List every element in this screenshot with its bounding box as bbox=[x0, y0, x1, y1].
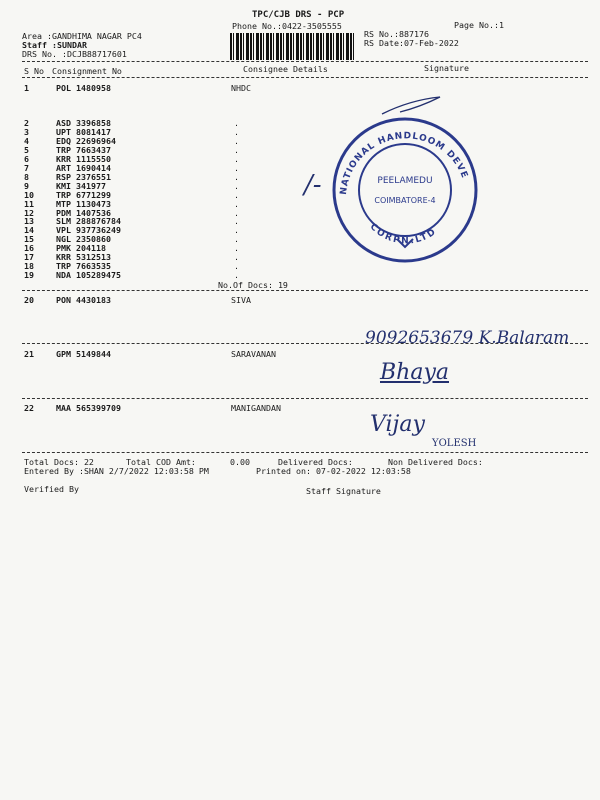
column-consignee: Consignee Details bbox=[243, 64, 328, 74]
verified-by: Verified By bbox=[24, 484, 79, 494]
row-consignment: NGL 2350860 bbox=[56, 234, 111, 245]
column-consignment: Consignment No bbox=[52, 66, 122, 76]
printed-on: Printed on: 07-02-2022 12:03:58 bbox=[256, 466, 411, 476]
entry22-signature: Vijay bbox=[370, 412, 425, 437]
row-sno: 21 bbox=[24, 349, 34, 359]
row-consignee: . bbox=[234, 207, 239, 218]
rs-date: RS Date:07-Feb-2022 bbox=[364, 38, 459, 48]
row-consignment: PMK 204118 bbox=[56, 243, 106, 254]
staff: Staff :SUNDAR bbox=[22, 40, 87, 50]
row-consignment: MTP 1130473 bbox=[56, 198, 111, 209]
row-consignee: . bbox=[234, 135, 239, 146]
row-sno: 7 bbox=[24, 162, 29, 173]
divider bbox=[22, 452, 588, 453]
row-sno: 20 bbox=[24, 295, 34, 305]
entry22-name: YOLESH bbox=[432, 438, 477, 449]
staff-signature: Staff Signature bbox=[306, 486, 381, 496]
row-sno: 11 bbox=[24, 198, 34, 209]
row-consignee: . bbox=[234, 198, 239, 209]
row-consignee: NHDC bbox=[231, 83, 251, 93]
rs-number: RS No.:887176 bbox=[364, 29, 429, 39]
row-sno: 19 bbox=[24, 270, 34, 281]
row-sno: 5 bbox=[24, 144, 29, 155]
row-sno: 10 bbox=[24, 189, 34, 200]
row-sno: 16 bbox=[24, 243, 34, 254]
row-sno: 2 bbox=[24, 118, 29, 128]
row-consignment: MAA 565399709 bbox=[56, 403, 121, 413]
row-consignee: . bbox=[234, 225, 239, 236]
row-sno: 17 bbox=[24, 252, 34, 263]
row-consignment: TRP 6771299 bbox=[56, 189, 111, 200]
company-stamp bbox=[330, 115, 480, 265]
entry21-signature: Bhaya bbox=[380, 360, 449, 385]
area: Area :GANDHIMA NAGAR PC4 bbox=[22, 31, 142, 41]
stamp-line2: COIMBATORE-4 bbox=[374, 196, 436, 205]
row-consignment: VPL 937736249 bbox=[56, 225, 121, 236]
divider bbox=[22, 398, 588, 399]
row-sno: 18 bbox=[24, 261, 34, 272]
handwritten-stroke-icon bbox=[380, 92, 460, 122]
row-consignee: . bbox=[234, 261, 239, 272]
entered-by: Entered By :SHAN 2/7/2022 12:03:58 PM bbox=[24, 466, 209, 476]
phone-number: Phone No.:0422-3505555 bbox=[232, 21, 342, 31]
row-consignee: . bbox=[234, 189, 239, 200]
row-consignment: ART 1690414 bbox=[56, 162, 111, 173]
row-consignment: GPM 5149844 bbox=[56, 349, 111, 359]
row-consignee: . bbox=[234, 162, 239, 173]
divider bbox=[22, 77, 588, 78]
row-consignee: SARAVANAN bbox=[231, 349, 276, 359]
divider bbox=[22, 61, 588, 62]
row-sno: 3 bbox=[24, 126, 29, 137]
row-consignment: EDQ 22696964 bbox=[56, 135, 116, 146]
row-consignment: ASD 3396858 bbox=[56, 118, 111, 128]
stamp-line1: PEELAMEDU bbox=[377, 176, 433, 186]
drs-number: DRS No. :DCJB88717601 bbox=[22, 49, 127, 59]
row-consignee: . bbox=[234, 270, 239, 281]
total-cod-amount: 0.00 bbox=[230, 457, 250, 467]
entry21-phone-name: 9092653679 K.Balaram bbox=[365, 328, 570, 348]
svg-text:CORPN.LTD bbox=[368, 222, 439, 246]
row-consignment: POL 1480958 bbox=[56, 83, 111, 93]
row-consignee: . bbox=[234, 153, 239, 164]
row-consignment: UPT 8081417 bbox=[56, 126, 111, 137]
row-sno: 6 bbox=[24, 153, 29, 164]
row-consignee: . bbox=[234, 118, 239, 128]
delivered-docs: Delivered Docs: bbox=[278, 457, 353, 467]
row-consignment: KRR 5312513 bbox=[56, 252, 111, 263]
row-consignment: NDA 105289475 bbox=[56, 270, 121, 281]
row-sno: 15 bbox=[24, 234, 34, 245]
row-consignment: KRR 1115550 bbox=[56, 153, 111, 164]
column-sno: S No bbox=[24, 66, 44, 76]
group1-signature: /- bbox=[304, 170, 322, 200]
row-consignment: SLM 288876784 bbox=[56, 216, 121, 227]
total-cod-label: Total COD Amt: bbox=[126, 457, 196, 467]
row-sno: 9 bbox=[24, 180, 29, 191]
row-consignment: PDM 1407536 bbox=[56, 207, 111, 218]
row-consignee: . bbox=[234, 144, 239, 155]
row-consignment: PON 4430183 bbox=[56, 295, 111, 305]
row-consignee: . bbox=[234, 171, 239, 182]
page-number: Page No.:1 bbox=[454, 20, 504, 30]
row-consignee: MANIGANDAN bbox=[231, 403, 281, 413]
row-sno: 22 bbox=[24, 403, 34, 413]
row-consignee: . bbox=[234, 180, 239, 191]
stamp-top-text: NATIONAL HANDLOOM DEVE bbox=[338, 131, 470, 196]
column-signature: Signature bbox=[424, 63, 469, 73]
row-sno: 12 bbox=[24, 207, 34, 218]
row-consignee: . bbox=[234, 243, 239, 254]
row-consignment: TRP 7663437 bbox=[56, 144, 111, 155]
row-sno: 13 bbox=[24, 216, 34, 227]
row-consignment: RSP 2376551 bbox=[56, 171, 111, 182]
no-of-docs: No.Of Docs: 19 bbox=[218, 280, 288, 290]
non-delivered-docs: Non Delivered Docs: bbox=[388, 457, 483, 467]
row-consignee: . bbox=[234, 234, 239, 245]
row-consignee: SIVA bbox=[231, 295, 251, 305]
document-title: TPC/CJB DRS - PCP bbox=[252, 10, 345, 20]
divider bbox=[22, 290, 588, 291]
row-sno: 14 bbox=[24, 225, 34, 236]
total-docs: Total Docs: 22 bbox=[24, 457, 94, 467]
row-consignee: . bbox=[234, 216, 239, 227]
row-consignee: . bbox=[234, 126, 239, 137]
row-consignee: . bbox=[234, 252, 239, 263]
barcode bbox=[230, 33, 356, 60]
row-consignment: KMI 341977 bbox=[56, 180, 106, 191]
row-consignment: TRP 7663535 bbox=[56, 261, 111, 272]
row-sno: 8 bbox=[24, 171, 29, 182]
stamp-bottom-text: CORPN.LTD bbox=[367, 222, 440, 247]
row-sno: 1 bbox=[24, 83, 29, 93]
row-sno: 4 bbox=[24, 135, 29, 146]
